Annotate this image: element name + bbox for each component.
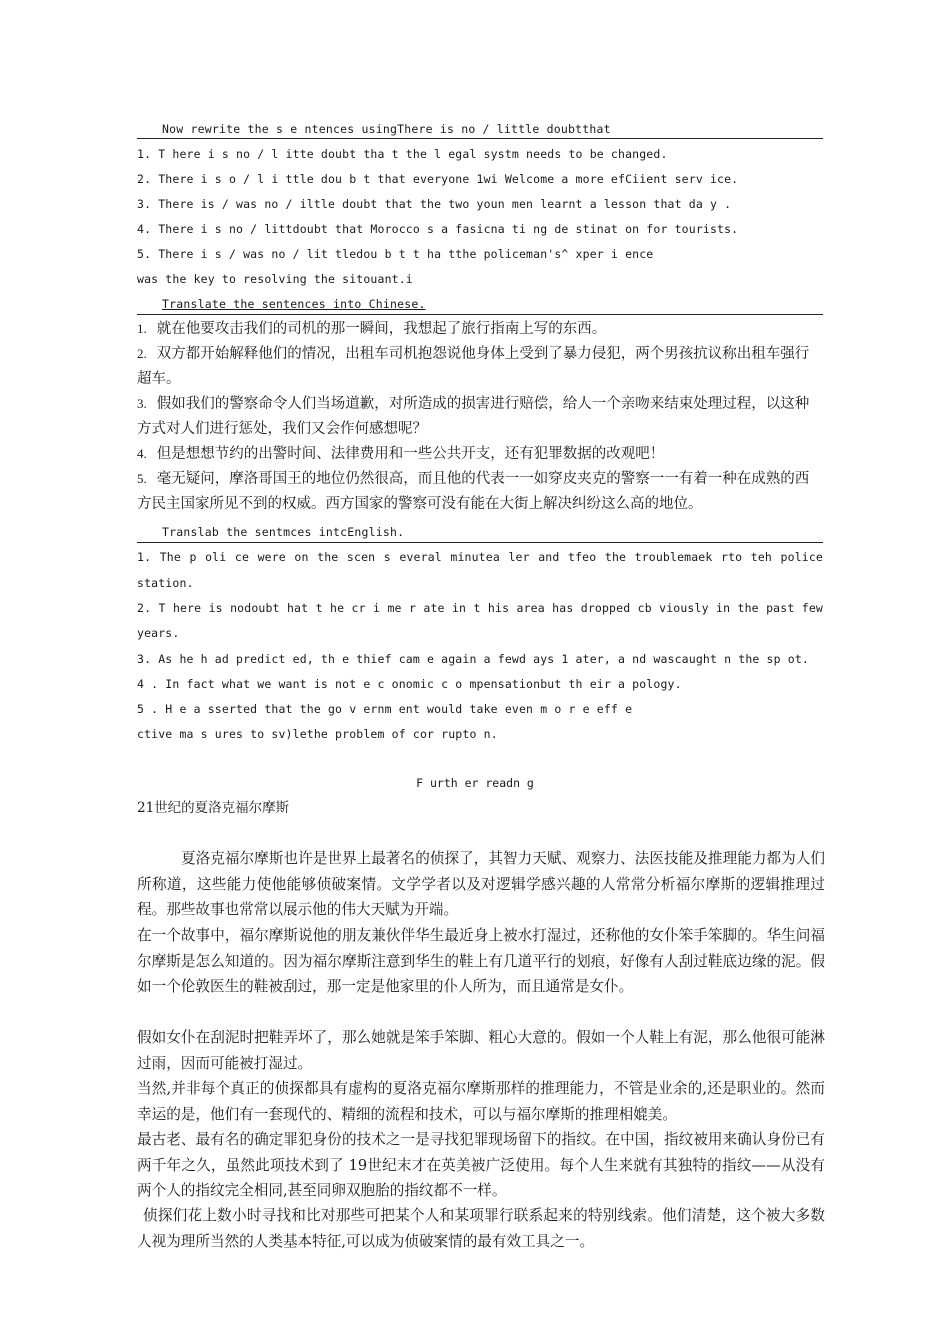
list-item: 2. T here is nodoubt hat t he cr i me r ate in t his area has dropped cb viously in the past few: [137, 601, 823, 615]
article-paragraph: 假如女仆在刮泥时把鞋弄坏了，那么她就是笨手笨脚、粗心大意的。假如一个人鞋上有泥，那么他很可能淋过雨，因而可能被打湿过。: [137, 1029, 825, 1072]
list-item-continuation: years.: [137, 626, 180, 640]
list-item: [137, 316, 823, 342]
further-reading-heading: F urth er readn g: [416, 776, 534, 790]
item-number: 4.: [137, 446, 147, 461]
item-number: 3.: [137, 396, 147, 411]
item-text: 就在他要攻击我们的司机的那一瞬间，我想起了旅行指南上写的东西。: [156, 321, 607, 337]
item-text: 但是想想节约的出警时间、法律费用和一些公共开支，还有犯罪数据的改观吧！: [156, 446, 665, 462]
article-paragraph: 夏洛克福尔摩斯也许是世界上最著名的侦探了，其智力天赋、观察力、法医技能及推理能力都为人们所称道，这些能力使他能够侦破案情。文学学者以及对逻辑学感兴趣的人常常分析福尔摩斯的逻辑推理过程。那些故事也常常以展示他的伟大天赋为开端。: [137, 850, 825, 918]
list-item-continuation: was the key to resolving the sitouant.i: [137, 272, 413, 286]
item-number: 2.: [137, 346, 147, 361]
list-item: [137, 441, 823, 467]
list-item: 3. As he h ad predict ed, th e thief cam e again a fewd ays 1 ater, a nd wascaught n the sp ot.: [137, 652, 809, 666]
list-item: [137, 341, 823, 392]
list-item: 2. There i s o / l i ttle dou b t that everyone 1wi Welcome a more efCiient serv ice.: [137, 172, 739, 186]
list-item: 1. T here i s no / l itte doubt tha t the l egal systm needs to be changed.: [137, 147, 668, 161]
list-item: [137, 391, 823, 442]
list-item: 5 . H e a sserted that the go v ernm ent would take even m o r e eff e: [137, 702, 633, 716]
section-divider: [137, 314, 823, 315]
list-item: 4. There i s no / littdoubt that Morocco s a fasicna ti ng de stinat on for tourists.: [137, 222, 739, 236]
section-heading-translate-english: Translab the sentmces intcEnglish.: [162, 525, 405, 539]
section-heading-translate-chinese: Translate the sentences into Chinese.: [162, 297, 426, 311]
section-heading-rewrite: Now rewrite the s e ntences usingThere is no / little doubtthat: [162, 122, 611, 136]
item-number: 1.: [137, 321, 147, 336]
list-item: 5. There i s / was no / lit tledou b t t ha tthe policeman's^ xper i ence: [137, 247, 654, 261]
article-paragraph: 当然,并非每个真正的侦探都具有虚构的夏洛克福尔摩斯那样的推理能力，不管是业余的,还是职业的。然而幸运的是，他们有一套现代的、精细的流程和技术，可以与福尔摩斯的推理相媲美。: [137, 1080, 825, 1123]
article-title: 21世纪的夏洛克福尔摩斯: [137, 800, 290, 816]
section-divider: [137, 138, 823, 139]
article-paragraph: 在一个故事中，福尔摩斯说他的朋友兼伙伴华生最近身上被水打湿过，还称他的女仆笨手笨脚的。华生问福尔摩斯是怎么知道的。因为福尔摩斯注意到华生的鞋上有几道平行的划痕，好像有人刮过鞋底边缘的泥。假如一个伦敦医生的鞋被刮过，那一定是他家里的仆人所为，而且通常是女仆。: [137, 927, 825, 995]
item-text: 假如我们的警察命令人们当场道歉，对所造成的损害进行赔偿，给人一个亲吻来结束处理过程，以这种方式对人们进行惩处，我们又会作何感想呢？: [137, 396, 810, 437]
article-paragraph: 最古老、最有名的确定罪犯身份的技术之一是寻找犯罪现场留下的指纹。在中国，指纹被用来确认身份已有两千年之久，虽然此项技术到了 19世纪末才在英美被广泛使用。每个人生来就有其独特的指纹——从没有两个人的指纹完全相同,甚至同卵双胞胎的指纹都不一样。: [137, 1131, 825, 1199]
list-item: 4 . In fact what we want is not e c onomic c o mpensationbut th eir a pology.: [137, 677, 682, 691]
item-number: 5.: [137, 471, 147, 486]
section-divider: [137, 542, 823, 543]
item-text: 双方都开始解释他们的情况，出租车司机抱怨说他身体上受到了暴力侵犯，两个男孩抗议称出租车强行超车。: [137, 346, 810, 387]
list-item: 1. The p oli ce were on the scen s everal minutea ler and tfeo the troublemaek rto teh police: [137, 550, 823, 564]
item-text: 毫无疑问，摩洛哥国王的地位仍然很高，而且他的代表一一如穿皮夹克的警察一一有着一种在成熟的西方民主国家所见不到的权威。西方国家的警察可没有能在大街上解决纠纷这么高的地位。: [137, 471, 810, 512]
article-paragraph: 侦探们花上数小时寻找和比对那些可把某个人和某项罪行联系起来的特别线索。他们清楚，这个被大多数人视为理所当然的人类基本特征,可以成为侦破案情的最有效工具之一。: [137, 1207, 825, 1250]
list-item-continuation: station.: [137, 576, 194, 590]
list-item: [137, 466, 823, 517]
list-item-continuation: ctive ma s ures to sv)lethe problem of cor rupto n.: [137, 727, 498, 741]
list-item: 3. There is / was no / iltle doubt that the two youn men learnt a lesson that da y .: [137, 197, 732, 211]
